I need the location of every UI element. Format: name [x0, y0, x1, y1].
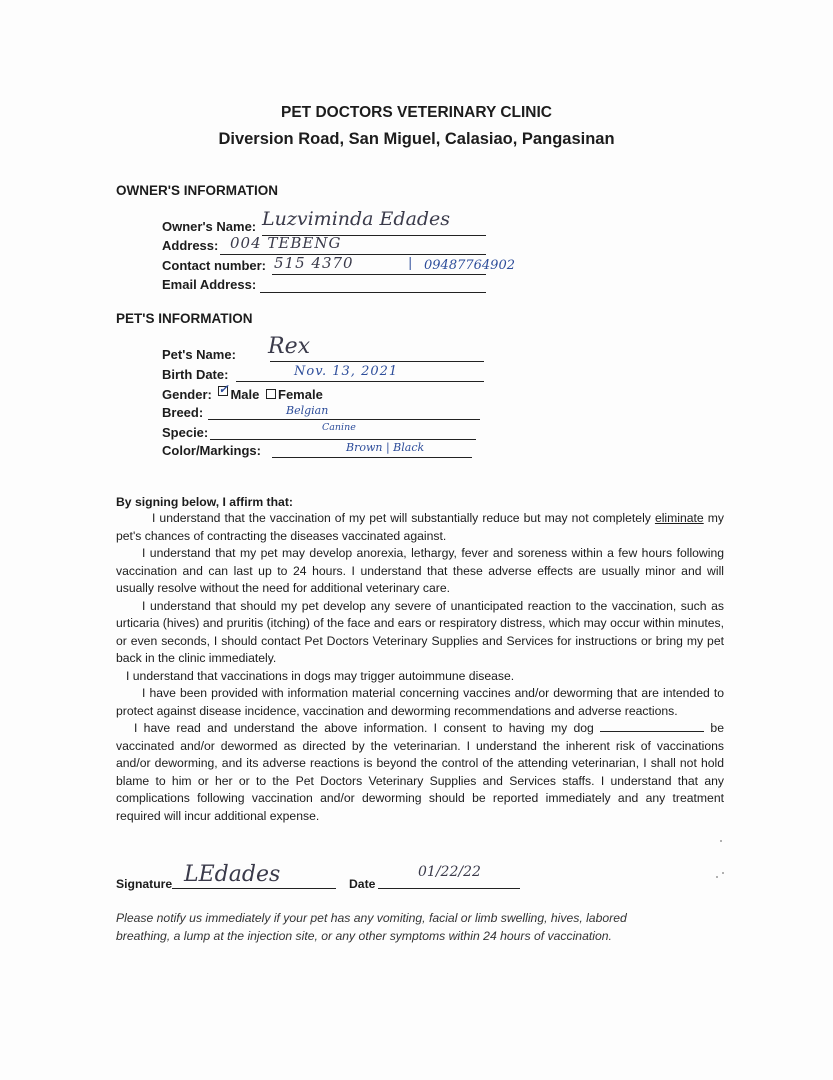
- pet-birth-line: [236, 381, 484, 382]
- owner-section-title: OWNER'S INFORMATION: [116, 183, 278, 198]
- consent-p1-a: I understand that the vaccination of my pet will substantially reduce but may not completely: [152, 511, 651, 525]
- pet-name-line: [270, 361, 484, 362]
- female-checkbox[interactable]: [266, 389, 276, 399]
- pet-gender-row: [162, 382, 323, 402]
- scan-speck: [722, 872, 724, 874]
- pet-gender-label: Gender:: [162, 387, 212, 402]
- consent-paragraph-4: I understand that vaccinations in dogs may trigger autoimmune disease.: [126, 668, 515, 683]
- pet-specie-line: [210, 439, 476, 440]
- owner-email-label: Email Address:: [162, 277, 257, 292]
- consent-heading: By signing below, I affirm that:: [116, 495, 293, 509]
- owner-contact-separator: |: [408, 256, 413, 271]
- scan-speck: [716, 876, 718, 878]
- pet-breed-line: [208, 419, 480, 420]
- pet-breed-value: Belgian: [286, 404, 329, 417]
- check-mark-icon: ✓: [218, 382, 229, 396]
- consent-p1-b: my pet's chances of contracting the diseases vaccinated against.: [116, 511, 725, 543]
- pet-birth-value: Nov. 13, 2021: [294, 364, 399, 379]
- pet-specie-label: Specie:: [162, 425, 209, 440]
- pet-specie-value: Canine: [322, 422, 356, 433]
- male-checkbox[interactable]: [218, 382, 229, 396]
- owner-email-line: [260, 292, 486, 293]
- clinic-address: Diversion Road, San Miguel, Calasiao, Pangasinan: [218, 130, 615, 148]
- owner-contact-line: [272, 274, 486, 275]
- owner-name-value: Luzviminda Edades: [262, 208, 451, 230]
- scan-speck: [720, 840, 722, 842]
- owner-name-label: Owner's Name:: [162, 219, 257, 234]
- date-line: [378, 888, 520, 889]
- consent-p6-a: I have read and understand the above information. I consent to having my dog: [134, 721, 601, 735]
- consent-paragraph-2: I understand that my pet may develop anorexia, lethargy, fever and soreness within a few hours following vaccination and can last up to 24 hours. I understand that these adverse effects are usually minor and will usually resolve without the need for additional veterinary care.: [116, 546, 724, 595]
- signature-line: [172, 888, 336, 889]
- consent-paragraph-5: I have been provided with information material concerning vaccines and/or deworming that are intended to protect against disease incidence, vaccination and deworming recommendations and adverse reactions.: [116, 686, 724, 718]
- owner-contact-value-1: 515 4370: [274, 254, 354, 272]
- owner-address-value: 004 TEBENG: [230, 234, 342, 252]
- pet-name-label: Pet's Name:: [162, 347, 236, 362]
- consent-p1-underlined: eliminate: [654, 511, 704, 525]
- consent-body: [116, 510, 724, 825]
- consent-paragraph-6: [116, 720, 724, 825]
- notify-notice: Please notify us immediately if your pet has any vomiting, facial or limb swelling, hives, labored breathing, a lump at the injection site, or any other symptoms within 24 hours of vaccination.: [116, 911, 627, 943]
- signature-label: Signature: [116, 877, 173, 891]
- pet-birth-label: Birth Date:: [162, 367, 229, 382]
- consent-paragraph-3: I understand that should my pet develop any severe of unanticipated reaction to the vaccination, such as urticaria (hives) and pruritis (itching) of the face and ears or respiratory distress, which may occur within minutes, or even seconds, I should contact Pet Doctors Veterinary Supplies and Services for instructions or bring my pet back in the clinic immediately.: [116, 598, 724, 665]
- pet-color-label: Color/Markings:: [162, 443, 261, 458]
- signature-value: LEdades: [184, 862, 281, 887]
- pet-breed-label: Breed:: [162, 405, 204, 420]
- dog-name-blank[interactable]: [600, 721, 704, 732]
- owner-contact-value-2: 09487764902: [424, 258, 515, 273]
- date-label: Date: [349, 877, 376, 891]
- consent-paragraph-1: [116, 510, 724, 545]
- pet-name-value: Rex: [268, 334, 310, 359]
- clinic-name: PET DOCTORS VETERINARY CLINIC: [281, 104, 552, 121]
- gender-male-label: Male: [230, 387, 260, 402]
- pet-color-value: Brown | Black: [346, 441, 425, 454]
- pet-section-title: PET'S INFORMATION: [116, 311, 253, 326]
- date-value: 01/22/22: [418, 864, 481, 880]
- pet-color-line: [272, 457, 472, 458]
- consent-p6-b: be vaccinated and/or dewormed as directed by the veterinarian. I understand the inherent risk of vaccinations and/or deworming, and its adverse reactions is beyond the control of the attending veterinarian, I shall not hold blame to him or her or to the Pet Doctors Veterinary Supplies and Services staffs. I understand that any complications following vaccination and/or deworming should be reported immediately and any treatment required will incur additional expense.: [116, 721, 724, 823]
- owner-contact-label: Contact number:: [162, 258, 266, 273]
- gender-female-label: Female: [278, 387, 323, 402]
- owner-address-label: Address:: [162, 238, 219, 253]
